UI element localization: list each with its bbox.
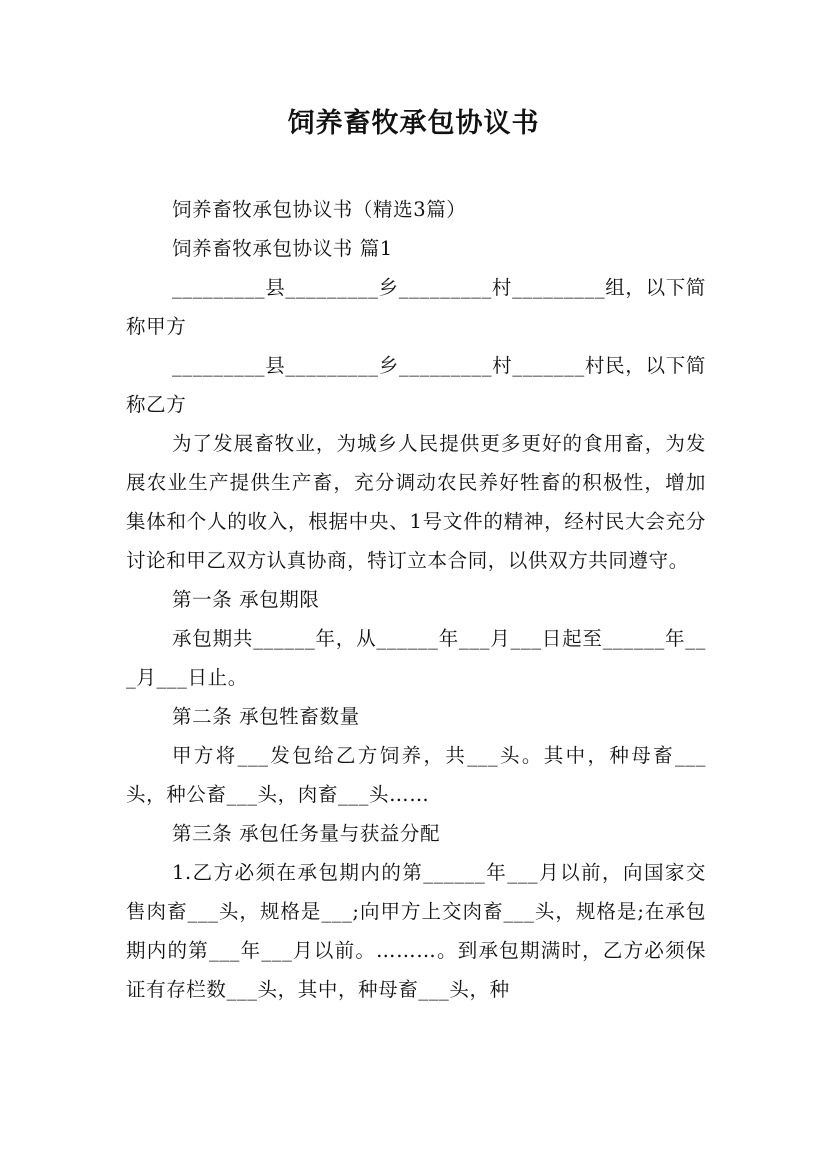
paragraph-section-heading: 饲养畜牧承包协议书 篇1: [172, 237, 393, 260]
paragraph-party-b: _________县_________乡_________村_______村民，以下简称乙方: [126, 354, 706, 416]
paragraph-article-3-body: 1.乙方必须在承包期内的第______年___月以前，向国家交售肉畜___头，规格是___;向甲方上交肉畜___头，规格是;在承包期内的第___年___月以前。………。到承包期满时，乙方必须保证有存栏数___头，其中，种母畜___头，种: [126, 861, 706, 1001]
paragraph-article-1-heading: 第一条 承包期限: [172, 588, 320, 611]
document-body: [126, 190, 706, 1009]
paragraph-subtitle: 饲养畜牧承包协议书（精选3篇）: [172, 198, 467, 221]
paragraph-article-2-heading: 第二条 承包牲畜数量: [172, 705, 360, 728]
paragraph-party-a: _________县_________乡_________村_________组，以下简称甲方: [126, 276, 706, 338]
paragraph-article-3-heading: 第三条 承包任务量与获益分配: [172, 822, 441, 845]
paragraph-preamble: 为了发展畜牧业，为城乡人民提供更多更好的食用畜，为发展农业生产提供生产畜，充分调动农民养好牲畜的积极性，增加集体和个人的收入，根据中央、1号文件的精神，经村民大会充分讨论和甲乙双方认真协商，特订立本合同，以供双方共同遵守。: [126, 432, 706, 572]
paragraph-article-1-body: 承包期共______年，从______年___月___日起至______年___月___日止。: [126, 627, 706, 689]
document-title: 饲养畜牧承包协议书: [287, 108, 540, 139]
paragraph-article-2-body: 甲方将___发包给乙方饲养，共___头。其中，种母畜___头，种公畜___头，肉畜___头……: [126, 744, 706, 806]
